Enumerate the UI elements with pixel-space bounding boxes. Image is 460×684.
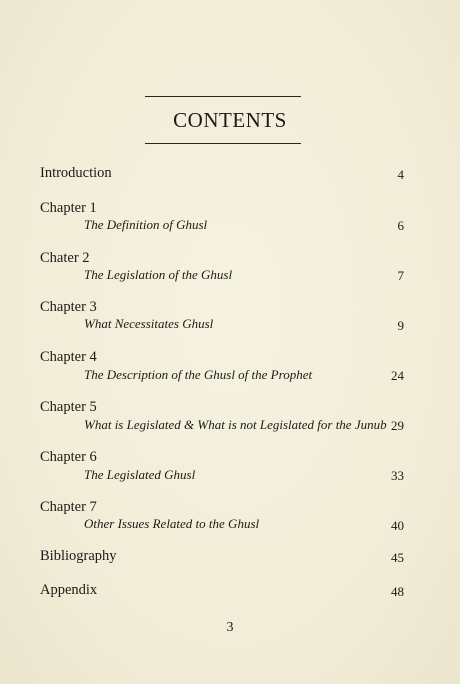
toc-subtitle-chapter-2: The Legislation of the Ghusl <box>84 267 233 282</box>
toc-entry-bibliography: Bibliography <box>40 548 117 564</box>
page-number: 3 <box>226 620 234 635</box>
toc-entry-chapter-2: Chater 2 <box>40 250 90 266</box>
toc-page-appendix: 48 <box>391 584 404 599</box>
toc-entry-chapter-6: Chapter 6 <box>40 449 97 465</box>
toc-page-chapter-3: 9 <box>397 318 404 333</box>
toc-entry-chapter-5: Chapter 5 <box>40 399 97 415</box>
toc-subtitle-chapter-7: Other Issues Related to the Ghusl <box>84 516 260 531</box>
toc-entry-chapter-1: Chapter 1 <box>40 200 97 216</box>
toc-page-chapter-7: 40 <box>391 518 404 533</box>
toc-subtitle-chapter-5: What is Legislated & What is not Legislated for the Junub <box>84 417 387 432</box>
toc-page-chapter-5: 29 <box>391 418 404 433</box>
toc-page-chapter-1: 6 <box>397 218 404 233</box>
toc-entry-chapter-4: Chapter 4 <box>40 349 97 365</box>
toc-entry-chapter-3: Chapter 3 <box>40 299 97 315</box>
toc-subtitle-chapter-4: The Description of the Ghusl of the Prophet <box>84 367 313 382</box>
toc-page-chapter-4: 24 <box>391 368 404 383</box>
toc-page-introduction: 4 <box>397 167 404 182</box>
toc-subtitle-chapter-3: What Necessitates Ghusl <box>84 316 214 331</box>
contents-heading: CONTENTS <box>173 108 287 132</box>
toc-page-bibliography: 45 <box>391 550 404 565</box>
toc-entry-chapter-7: Chapter 7 <box>40 499 97 515</box>
toc-subtitle-chapter-6: The Legislated Ghusl <box>84 467 196 482</box>
toc-entry-introduction: Introduction <box>40 165 112 181</box>
toc-page-chapter-6: 33 <box>391 468 404 483</box>
toc-subtitle-chapter-1: The Definition of Ghusl <box>84 217 208 232</box>
toc-page-chapter-2: 7 <box>397 268 404 283</box>
toc-entry-appendix: Appendix <box>40 582 98 598</box>
